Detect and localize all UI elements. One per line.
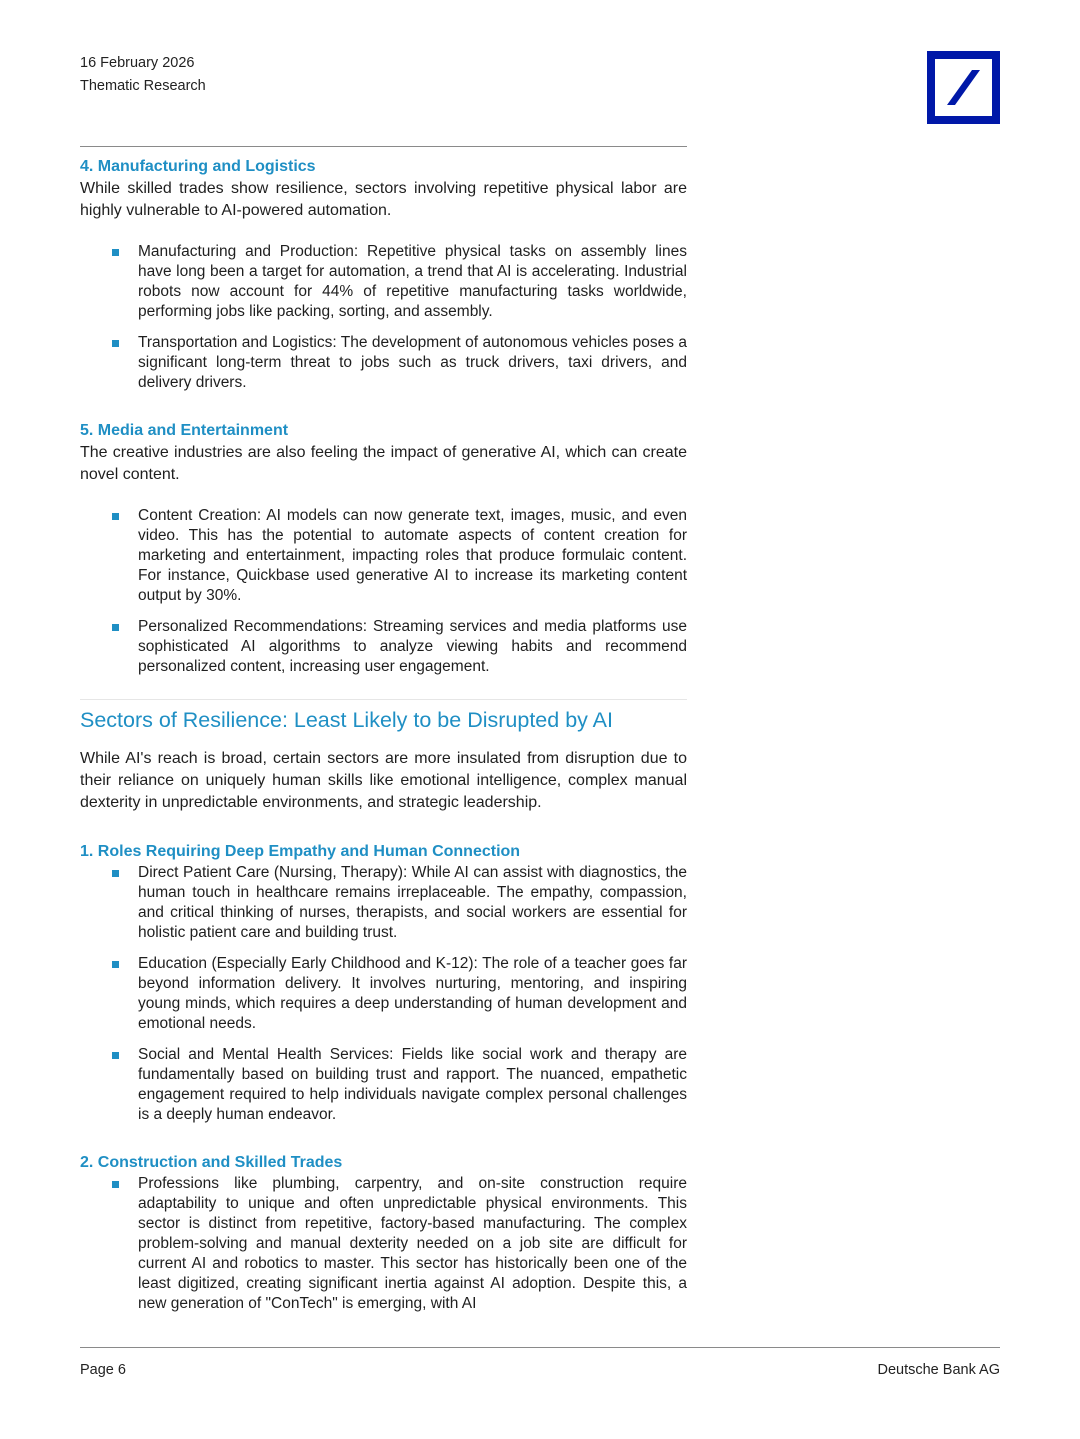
bullet-square-icon <box>112 513 119 520</box>
media-intro: The creative industries are also feeling the impact of generative AI, which can create novel content. <box>80 444 687 483</box>
section-heading-resilience: Sectors of Resilience: Least Likely to be Disrupted by AI <box>80 708 613 732</box>
resilience-intro: While AI's reach is broad, certain sectors are more insulated from disruption due to their reliance on uniquely human skills like emotional intelligence, complex manual dexterity in unpredictable environments, and strategic leadership. <box>80 750 687 811</box>
list-item: Manufacturing and Production: Repetitive physical tasks on assembly lines have long been a target for automation, a trend that AI is accelerating. Industrial robots now account for 44% of repetitive manufacturing tasks worldwide, performing jobs like packing, sorting, and assembly. <box>80 242 687 322</box>
empathy-bullets <box>80 863 687 1125</box>
report-date: 16 February 2026 <box>80 55 195 71</box>
subsection-title-empathy: 1. Roles Requiring Deep Empathy and Human Connection <box>80 843 521 860</box>
manufacturing-bullets <box>80 242 687 393</box>
section-divider <box>80 699 687 700</box>
construction-bullets <box>80 1174 687 1314</box>
bullet-square-icon <box>112 1181 119 1188</box>
bullet-square-icon <box>112 870 119 877</box>
deutsche-bank-logo <box>927 51 1000 124</box>
footer-divider <box>80 1347 1000 1348</box>
list-item: Social and Mental Health Services: Fields like social work and therapy are fundamentally based on building trust and rapport. The nuanced, empathetic engagement required to help individuals navigate complex personal challenges is a deeply human endeavor. <box>80 1045 687 1125</box>
page-number: Page 6 <box>80 1362 126 1378</box>
manufacturing-intro: While skilled trades show resilience, sectors involving repetitive physical labor are highly vulnerable to AI-powered automation. <box>80 180 687 219</box>
list-item: Professions like plumbing, carpentry, and on-site construction require adaptability to unique and often unpredictable physical environments. This sector is distinct from repetitive, factory-based manufacturing. The complex problem-solving and manual dexterity needed on a job site are difficult for current AI and robotics to master. This sector has historically been one of the least digitized, creating significant inertia against AI adoption. Despite this, a new generation of "ConTech" is emerging, with AI <box>80 1174 687 1314</box>
footer-company: Deutsche Bank AG <box>877 1362 1000 1378</box>
page-header <box>80 52 206 98</box>
subsection-title-media: 5. Media and Entertainment <box>80 422 289 439</box>
list-item: Personalized Recommendations: Streaming services and media platforms use sophisticated AI algorithms to analyze viewing habits and recommend personalized content, increasing user engagement. <box>80 617 687 677</box>
page-content <box>80 156 687 1314</box>
media-bullets <box>80 506 687 677</box>
bullet-square-icon <box>112 249 119 256</box>
bullet-square-icon <box>112 1052 119 1059</box>
subsection-title-manufacturing: 4. Manufacturing and Logistics <box>80 158 316 175</box>
list-item: Content Creation: AI models can now generate text, images, music, and even video. This has the potential to automate aspects of content creation for marketing and entertainment, impacting roles that produce formulaic content. For instance, Quickbase used generative AI to increase its marketing content output by 30%. <box>80 506 687 606</box>
list-item: Education (Especially Early Childhood and K-12): The role of a teacher goes far beyond information delivery. It involves nurturing, mentoring, and inspiring young minds, which requires a deep understanding of human development and emotional needs. <box>80 954 687 1034</box>
logo-slash-icon <box>927 51 1000 124</box>
list-item: Direct Patient Care (Nursing, Therapy): While AI can assist with diagnostics, the human touch in healthcare remains irreplaceable. The empathy, compassion, and critical thinking of nurses, therapists, and social workers are essential for holistic patient care and building trust. <box>80 863 687 943</box>
header-divider <box>80 146 687 147</box>
bullet-square-icon <box>112 624 119 631</box>
bullet-square-icon <box>112 340 119 347</box>
bullet-square-icon <box>112 961 119 968</box>
report-category: Thematic Research <box>80 78 206 94</box>
subsection-title-construction: 2. Construction and Skilled Trades <box>80 1154 343 1171</box>
list-item: Transportation and Logistics: The development of autonomous vehicles poses a significant long-term threat to jobs such as truck drivers, taxi drivers, and delivery drivers. <box>80 333 687 393</box>
